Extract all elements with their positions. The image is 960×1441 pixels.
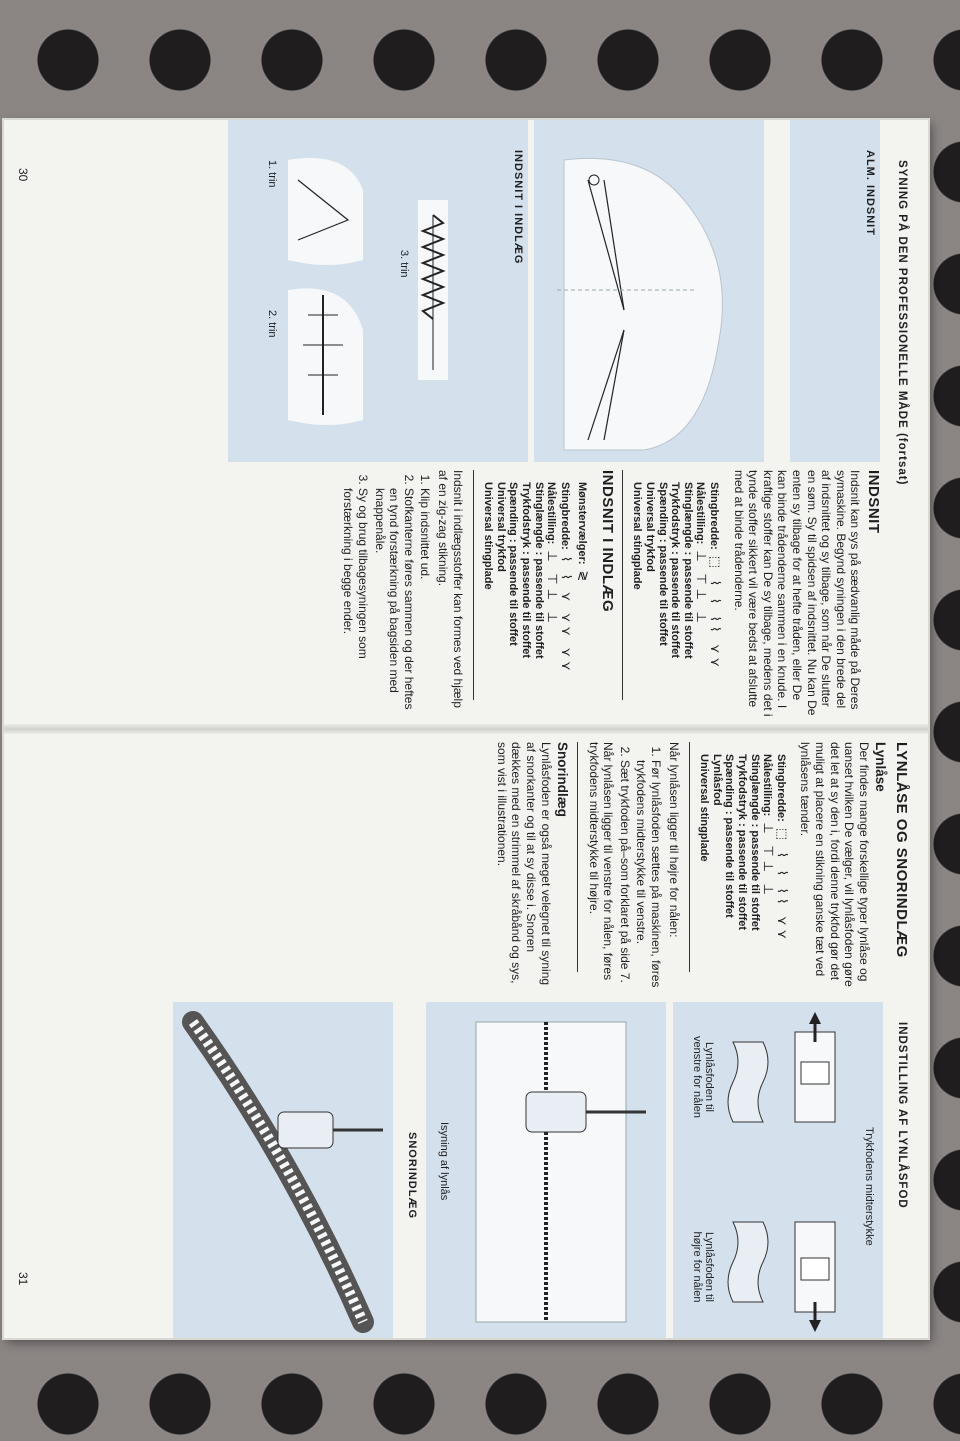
setting-row: Universal stingplade — [482, 482, 495, 590]
setting-row: Stingbredde:⌇ ⌇ ⋎ ⋎⋎ ⋎⋎ — [558, 482, 574, 675]
list-item: 1. Før lynlåsfoden sættes på maskinen, føres trykfodens midterstykke til venstre. — [634, 760, 663, 992]
dart-illustration — [534, 120, 764, 462]
setting-row: Stinglængde : passende til stoffet — [681, 482, 694, 659]
indlaeg-settings — [482, 482, 590, 718]
lynlaase-heading: Lynlåse — [873, 742, 889, 792]
setting-row: Stinglængde : passende til stoffet — [748, 754, 761, 931]
section-label-indsnit-i-indlaeg: INDSNIT I INDLÆG — [512, 150, 524, 265]
indlaeg-intro: Indsnit i indlægsstoffer kan formes ved hjælp af en zig-zag stikning. — [435, 470, 465, 708]
indsnit-body: Indsnit kan sys på sædvanlig måde på Deres symaskine. Begynd syningen i den brede del af indsnittet og sy tilbage, som når De slutter en søm. Sy til spidsen af indsnittet. Nu kan De enten sy tilbage for at hefte tråden, eller De kan binde trådenderne sammen i en knude. I kraftige stoffer kan De sy tilbage, medens det i tynde stoffer sikkert vil være bedst at afslutte med at binde trådenderne. — [731, 470, 863, 717]
indlaeg-heading: INDSNIT I INDLÆG — [598, 470, 616, 613]
setting-row: Spænding : passende til stoffet — [507, 482, 520, 646]
snorindlaeg-body: Lynlåsfoden er også meget velegnet til syning af snorkanter og til at sy disse i. Snoren dækkes med en strimmel af skråbånd og sys, som vist i illustrationen. — [494, 742, 553, 986]
running-head-left: SYNING PÅ DEN PROFESSIONELLE MÅDE (fortsat) — [896, 160, 908, 486]
list-item: 2. Stofkanterne føres sammen og der heftes en tynd forstærkning på bagsiden med knappenåle. — [372, 488, 416, 718]
setting-row: Universal stingplade — [698, 754, 711, 862]
page-number-31: 31 — [16, 1272, 30, 1286]
indsnit-settings — [631, 482, 724, 718]
setting-row: Universal trykfod — [644, 482, 657, 572]
page-30 — [4, 120, 928, 726]
step-label-2: 2. trin — [266, 310, 278, 338]
list-item: 2. Sæt trykfoden på–som forklaret på side 7. — [617, 760, 632, 992]
setting-row: Lynlåsfod — [710, 754, 723, 806]
list-item: 1. Klip indsnittet ud. — [418, 488, 433, 718]
indsnit-heading: INDSNIT — [865, 470, 882, 534]
setting-row: Universal stingplade — [631, 482, 644, 590]
main-heading: LYNLÅSE OG SNORINDLÆG — [893, 742, 910, 958]
lynlaase-column — [491, 742, 908, 992]
setting-row: Nålestilling:⊥ ⊤⊥ ⊥ — [761, 754, 777, 899]
caption-center: Trykfodens midterstykke — [863, 1127, 875, 1246]
snorindlaeg-heading: Snorindlæg — [555, 742, 571, 817]
zipper-caption: Isyning af lynlås — [438, 1122, 450, 1201]
zipper-illustration — [426, 1002, 666, 1338]
step-label-3: 3. trin — [398, 250, 410, 278]
illustration-panel-steps — [228, 120, 528, 462]
setting-row: Stinglængde : passende til stoffet — [532, 482, 545, 659]
illustration-panel-dart — [534, 120, 764, 462]
caption-right: Lynlåsfoden til højre for nålen — [691, 1231, 715, 1303]
setting-row: Nålestilling:⊥ ⊤⊥ ⊥ — [545, 482, 561, 627]
manual-spread — [4, 120, 928, 1338]
indlaeg-steps — [341, 470, 433, 718]
section-label-snorindlaeg: SNORINDLÆG — [406, 1132, 418, 1219]
pattern-selector-row: Mønstervælger:≷ — [576, 482, 592, 586]
setting-row: Stingbredde:⬚ ⌇ ⌇ ⌇⌇ ⋎⋎ — [774, 754, 790, 944]
setting-row: Spænding : passende til stoffet — [723, 754, 736, 918]
step-label-1: 1. trin — [266, 160, 278, 188]
indsnit-column — [339, 470, 880, 718]
caption-left: Lynlåsfoden til venstre for nålen — [691, 1036, 715, 1118]
setting-row: Trykfodstryk : passende til stoffet — [736, 754, 749, 931]
setting-row: Trykfodstryk : passende til stoffet — [519, 482, 532, 659]
illustration-panel-zipper — [426, 1002, 666, 1338]
lynlaase-right-intro: Når lynlåsen ligger til højre for nålen: — [666, 742, 681, 938]
illustration-panel-presser-foot — [673, 1002, 883, 1338]
lynlaase-steps — [617, 742, 663, 992]
lynlaase-body: Der findes mange forskellige typer lynlåse og uanset hvilken De vælger, vil lynlåsfoden gøre det let at sy den i, fordi denne trykfod gør det muligt at placere en stikning ganske tæt ved lynlåsens tænder. — [798, 742, 871, 987]
setting-row: Universal trykfod — [494, 482, 507, 572]
lynlaase-left-note: Når lynlåsen ligger til venstre for nålen, føres trykfodens midterstykke til højre. — [586, 742, 616, 981]
page-31 — [4, 732, 928, 1338]
section-label-alm-indsnit: ALM. INDSNIT — [864, 150, 876, 236]
illustration-panel-cord — [173, 1002, 393, 1338]
setting-row: Trykfodstryk : passende til stoffet — [669, 482, 682, 659]
page-number-30: 30 — [16, 168, 30, 182]
setting-row: Nålestilling:⊥ ⊤⊥ ⊥ — [694, 482, 710, 627]
setting-row: Spænding : passende til stoffet — [656, 482, 669, 646]
list-item: 3. Sy og brug tilbagesyningen som forstærkning i begge ender. — [341, 488, 370, 718]
lynlaase-settings — [698, 754, 788, 992]
setting-row: Stingbredde:⬚ ⌇ ⌇ ⌇⌇ ⋎⋎ — [708, 482, 724, 672]
cord-illustration — [173, 1002, 393, 1338]
running-head-right: INDSTILLING AF LYNLÅSFOD — [896, 1022, 908, 1209]
